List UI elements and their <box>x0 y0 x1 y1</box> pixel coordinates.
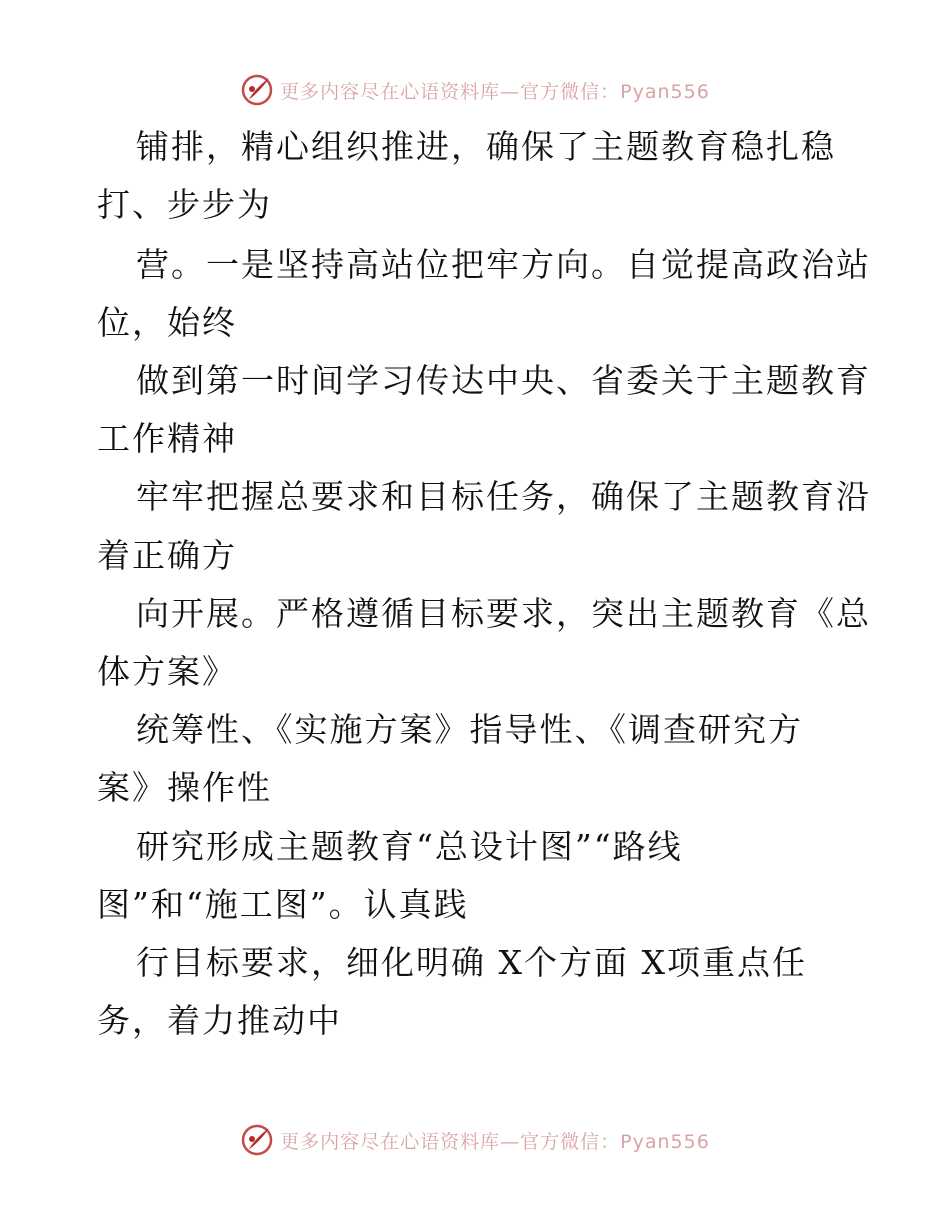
body-line: 做到第一时间学习传达中央、省委关于主题教育 <box>136 361 871 400</box>
body-line: 着正确方 <box>97 536 237 575</box>
header-wechat-id: 官方微信：Pyan556 <box>520 80 710 103</box>
footer-wechat-id: 官方微信：Pyan556 <box>520 1130 710 1153</box>
body-line: 体方案》 <box>97 652 237 691</box>
body-line: 铺排，精心组织推进，确保了主题教育稳扎稳 <box>136 127 836 166</box>
body-line: 位，始终 <box>97 303 237 342</box>
footer-site-name: 更多内容尽在心语资料库— <box>280 1130 521 1153</box>
body-line: 统筹性、《实施方案》指导性、《调查研究方 <box>136 710 803 749</box>
body-line: 牢牢把握总要求和目标任务，确保了主题教育沿 <box>136 477 871 516</box>
quill-pen-logo-icon <box>240 73 274 107</box>
body-line: 图”和“施工图”。认真践 <box>97 885 469 924</box>
footer-watermark-text <box>280 1127 710 1154</box>
footer-watermark <box>0 1120 950 1160</box>
body-line: 研究形成主题教育“总设计图”“路线 <box>136 827 683 866</box>
body-line: 行目标要求，细化明确 X个方面 X项重点任 <box>136 943 807 982</box>
body-line: 打、步步为 <box>97 185 272 224</box>
body-line: 向开展。严格遵循目标要求，突出主题教育《总 <box>136 594 871 633</box>
header-watermark <box>0 70 950 110</box>
header-watermark-text <box>280 77 710 104</box>
quill-pen-logo-icon <box>240 1123 274 1157</box>
body-line: 营。一是坚持高站位把牢方向。自觉提高政治站 <box>136 245 871 284</box>
body-line: 务，着力推动中 <box>97 1001 342 1040</box>
body-line: 工作精神 <box>97 419 237 458</box>
body-line: 案》操作性 <box>97 768 272 807</box>
header-site-name: 更多内容尽在心语资料库— <box>280 80 521 103</box>
